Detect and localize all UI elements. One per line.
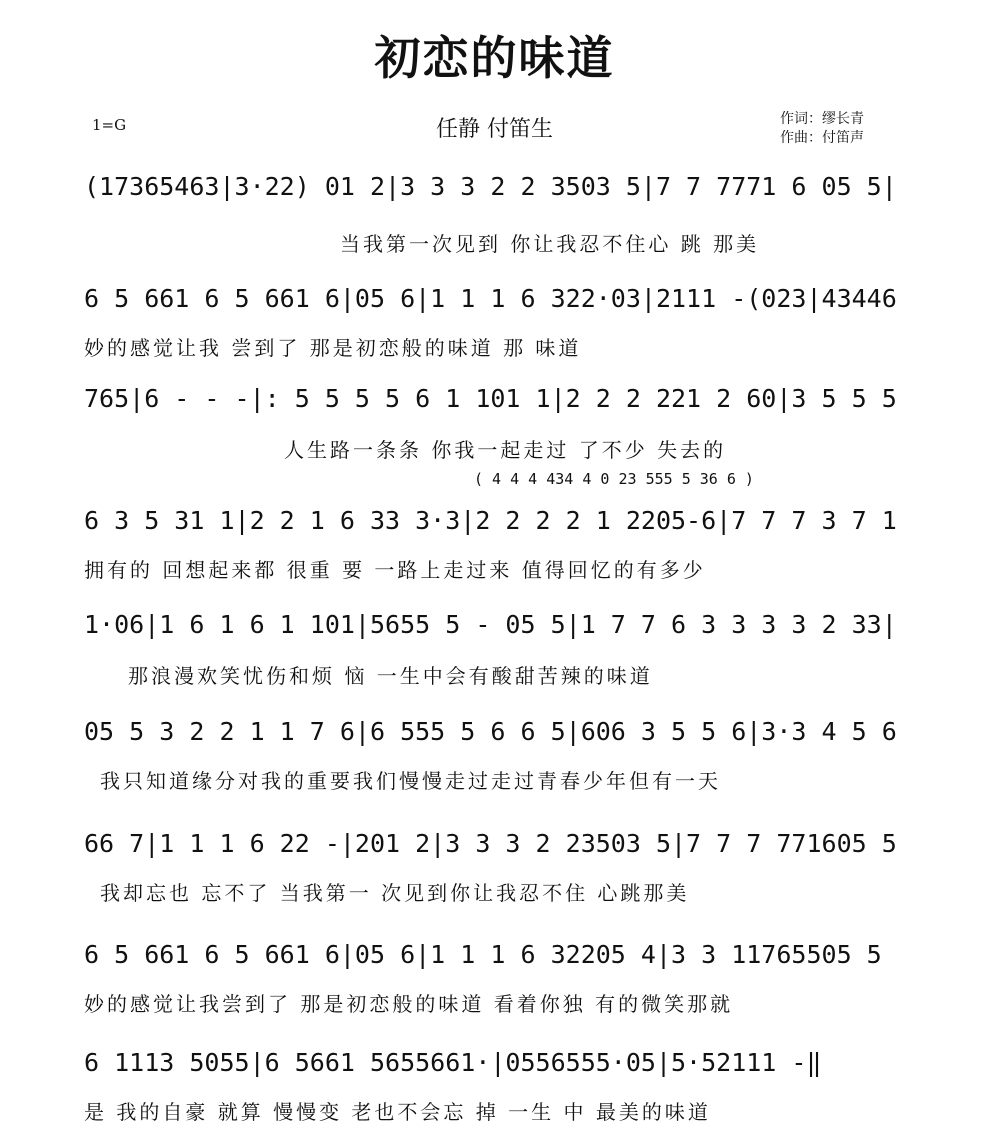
lyrics: 人生路一条条 你我一起走过 了不少 失去的 bbox=[284, 438, 727, 462]
lyrics: 当我第一次见到 你让我忍不住心 跳 那美 bbox=[340, 232, 760, 256]
accompaniment-line: ( 4 4 4 434 4 0 23 555 5 36 6 ) bbox=[474, 470, 754, 488]
notation: 6 3 5 31 1|2 2 1 6 33 3·3|2 2 2 2 1 2205-6|7 7 7 3 7 1 bbox=[84, 506, 897, 535]
lyrics: 我却忘也 忘不了 当我第一 次见到你让我忍不住 心跳那美 bbox=[100, 881, 690, 905]
lyrics: 拥有的 回想起来都 很重 要 一路上走过来 值得回忆的有多少 bbox=[84, 558, 706, 582]
credits bbox=[780, 110, 864, 148]
composer-credit: 作曲：付笛声 bbox=[780, 130, 864, 146]
song-title: 初恋的味道 bbox=[374, 31, 615, 85]
lyrics: 妙的感觉让我尝到了 那是初恋般的味道 看着你独 有的微笑那就 bbox=[84, 992, 734, 1016]
lyrics: 妙的感觉让我 尝到了 那是初恋般的味道 那 味道 bbox=[84, 336, 582, 360]
notation: 6 5 661 6 5 661 6|05 6|1 1 1 6 32205 4|3 3 11765505 5 bbox=[84, 940, 882, 969]
notation: 05 5 3 2 2 1 1 7 6|6 555 5 6 6 5|606 3 5 5 6|3·3 4 5 6 bbox=[84, 717, 897, 746]
lyrics: 那浪漫欢笑忧伤和烦 恼 一生中会有酸甜苦辣的味道 bbox=[128, 664, 653, 688]
lyrics: 是 我的自豪 就算 慢慢变 老也不会忘 掉 一生 中 最美的味道 bbox=[84, 1100, 711, 1124]
notation: (17365463|3·22) 01 2|3 3 3 2 2 3503 5|7 7 7771 6 05 5| bbox=[84, 172, 897, 201]
key-signature: 1=G bbox=[92, 116, 127, 134]
lyrics: 我只知道缘分对我的重要我们慢慢走过走过青春少年但有一天 bbox=[100, 769, 721, 793]
notation: 1·06|1 6 1 6 1 101|5655 5 - 05 5|1 7 7 6 3 3 3 3 2 33| bbox=[84, 610, 897, 639]
singers: 任静 付笛生 bbox=[436, 117, 553, 142]
notation: 765|6 - - -|: 5 5 5 5 6 1 101 1|2 2 2 221 2 60|3 5 5 5 bbox=[84, 384, 897, 413]
lyricist-credit: 作词：缪长青 bbox=[780, 111, 864, 127]
notation: 66 7|1 1 1 6 22 -|201 2|3 3 3 2 23503 5|7 7 7 771605 5 bbox=[84, 829, 897, 858]
notation: 6 1113 5055|6 5661 5655661·|0556555·05|5·52111 -‖ bbox=[84, 1048, 822, 1077]
notation: 6 5 661 6 5 661 6|05 6|1 1 1 6 322·03|2111 -(023|43446 bbox=[84, 284, 897, 313]
